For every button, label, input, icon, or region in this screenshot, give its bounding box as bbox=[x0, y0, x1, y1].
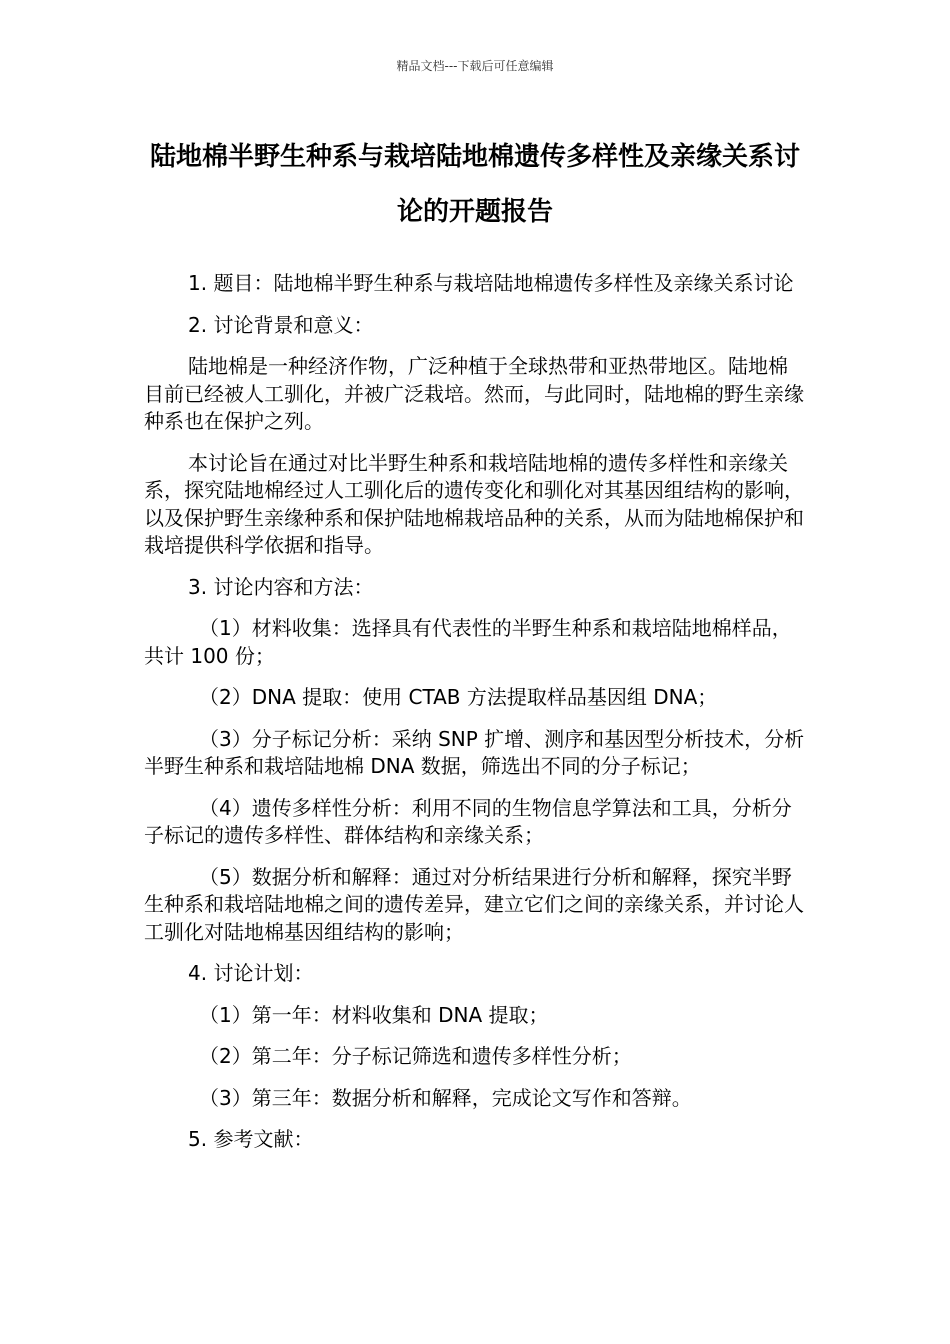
list-item: （1）第一年：材料收集和 DNA 提取； bbox=[199, 1002, 549, 1027]
section-heading-methods: 3. 讨论内容和方法： bbox=[188, 574, 374, 599]
section-heading-topic: 1. 题目：陆地棉半野生种系与栽培陆地棉遗传多样性及亲缘关系讨论 bbox=[188, 271, 794, 295]
body-paragraph: 陆地棉是一种经济作物，广泛种植于全球热带和亚热带地区。陆地棉目前已经被人工驯化，并被广泛栽培。然而，与此同时，陆地棉的野生亲缘种系也在保护之列。 bbox=[144, 354, 804, 433]
document-body bbox=[144, 270, 806, 1168]
body-paragraph: 本讨论旨在通过对比半野生种系和栽培陆地棉的遗传多样性和亲缘关系，探究陆地棉经过人工驯化后的遗传变化和驯化对其基因组结构的影响，以及保护野生亲缘种系和保护陆地棉栽培品种的关系，从而为陆地棉保护和栽培提供科学依据和指导。 bbox=[144, 450, 804, 557]
header-note: 精品文档---下载后可任意编辑 bbox=[396, 59, 554, 73]
list-item: （3）分子标记分析：采纳 SNP 扩增、测序和基因型分析技术，分析半野生种系和栽培陆地棉 DNA 数据，筛选出不同的分子标记； bbox=[144, 726, 805, 778]
document-title: 陆地棉半野生种系与栽培陆地棉遗传多样性及亲缘关系讨论的开题报告 bbox=[149, 142, 800, 227]
section-heading-background: 2. 讨论背景和意义： bbox=[188, 312, 374, 337]
list-item: （1）材料收集：选择具有代表性的半野生种系和栽培陆地棉样品，共计 100 份； bbox=[144, 616, 792, 668]
list-item: （4）遗传多样性分析：利用不同的生物信息学算法和工具，分析分子标记的遗传多样性、群体结构和亲缘关系； bbox=[144, 795, 792, 847]
list-item: （5）数据分析和解释：通过对分析结果进行分析和解释，探究半野生种系和栽培陆地棉之间的遗传差异，建立它们之间的亲缘关系，并讨论人工驯化对陆地棉基因组结构的影响； bbox=[144, 864, 804, 944]
section-heading-plan: 4. 讨论计划： bbox=[188, 961, 314, 985]
section-heading-references: 5. 参考文献： bbox=[188, 1127, 314, 1151]
list-item: （2）第二年：分子标记筛选和遗传多样性分析； bbox=[199, 1044, 632, 1068]
list-item: （2）DNA 提取：使用 CTAB 方法提取样品基因组 DNA； bbox=[199, 685, 718, 709]
list-item: （3）第三年：数据分析和解释，完成论文写作和答辩。 bbox=[199, 1085, 692, 1110]
